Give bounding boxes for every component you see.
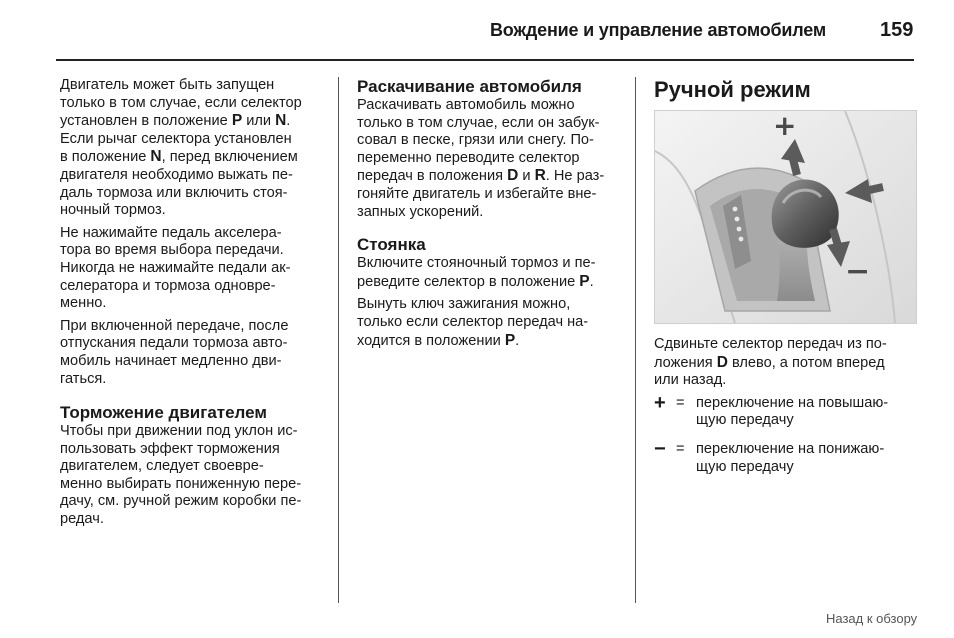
header-divider — [56, 59, 914, 61]
section-title: Вождение и управление автомобилем — [490, 20, 826, 40]
gear-symbol-p: P — [579, 272, 590, 290]
minus-icon: − — [845, 254, 871, 289]
heading-manual-mode: Ручной режим — [654, 77, 811, 102]
column-divider-2 — [635, 77, 636, 603]
gear-selector-drawing — [655, 111, 916, 323]
legend-item-downshift — [654, 437, 919, 476]
plus-icon: + — [773, 111, 797, 142]
legend-item-upshift — [654, 391, 919, 430]
heading-engine-braking: Торможение двигателем — [60, 403, 267, 423]
column-1 — [60, 77, 332, 534]
gear-symbol-r: R — [534, 167, 546, 185]
minus-icon: − — [654, 437, 666, 460]
gear-symbol-d: D — [507, 167, 519, 185]
paragraph-creep: При включенной передаче, после отпускания педали тормоза авто- мобиль начинает медленно дви- гаться. — [60, 317, 289, 387]
paragraph-engine-start: Двигатель может быть запущен только в том случае, если селектор установлен в положение P или N. Если рычаг селектора установлен в положение N, перед включением двигателя необходимо выжать пе- даль тормоза или включить стоя- ночный тормоз. — [60, 77, 302, 219]
gear-symbol-n: N — [150, 148, 162, 166]
heading-rocking: Раскачивание автомобиля — [357, 77, 582, 96]
gear-symbol-d: D — [716, 353, 728, 371]
paragraph-ignition-key: Вынуть ключ зажигания можно, только если селектор передач на- ходится в положении P. — [357, 296, 589, 349]
gear-symbol-p: P — [504, 331, 516, 349]
paragraph-accelerator-warning: Не нажимайте педаль акселера- тора во время выбора передачи. Никогда не нажимайте педали ак- селератора и тормоза одновре- менно. — [60, 224, 291, 312]
gear-symbol-n: N — [275, 112, 287, 130]
column-divider-1 — [338, 77, 339, 603]
legend-equals: = — [676, 440, 685, 457]
paragraph-manual-shift: Сдвиньте селектор передач из по- ложения D влево, а потом вперед или назад. — [654, 336, 887, 389]
gear-selector-illustration — [654, 110, 917, 324]
back-to-overview-link[interactable]: Назад к обзору — [826, 611, 918, 626]
paragraph-parking: Включите стояночный тормоз и пе- реведите селектор в положение P. — [357, 255, 596, 290]
legend-text: переключение на понижаю- щую передачу — [696, 440, 885, 475]
heading-parking: Стоянка — [357, 235, 426, 255]
page-number: 159 — [880, 19, 914, 41]
paragraph-engine-braking: Чтобы при движении под уклон ис- пользовать эффект торможения двигателем, следует своевре- менно выбирать пониженную пере- дачу, см. ручной режим коробки пе- редач. — [60, 423, 302, 528]
legend-text: переключение на повышаю- щую передачу — [696, 394, 889, 429]
column-3 — [654, 77, 919, 103]
plus-icon: + — [654, 391, 666, 414]
column-3-text — [654, 336, 919, 476]
paragraph-rocking: Раскачивать автомобиль можно только в том случае, если он забук- совал в песке, грязи или снегу. По- переменно переводите селектор передач в положения D и R. Не раз- гоняйте двигатель и избегайте вне- запных ускорений. — [357, 97, 605, 220]
legend-equals: = — [676, 394, 685, 411]
column-2 — [357, 77, 629, 355]
gear-symbol-p: P — [231, 112, 243, 130]
